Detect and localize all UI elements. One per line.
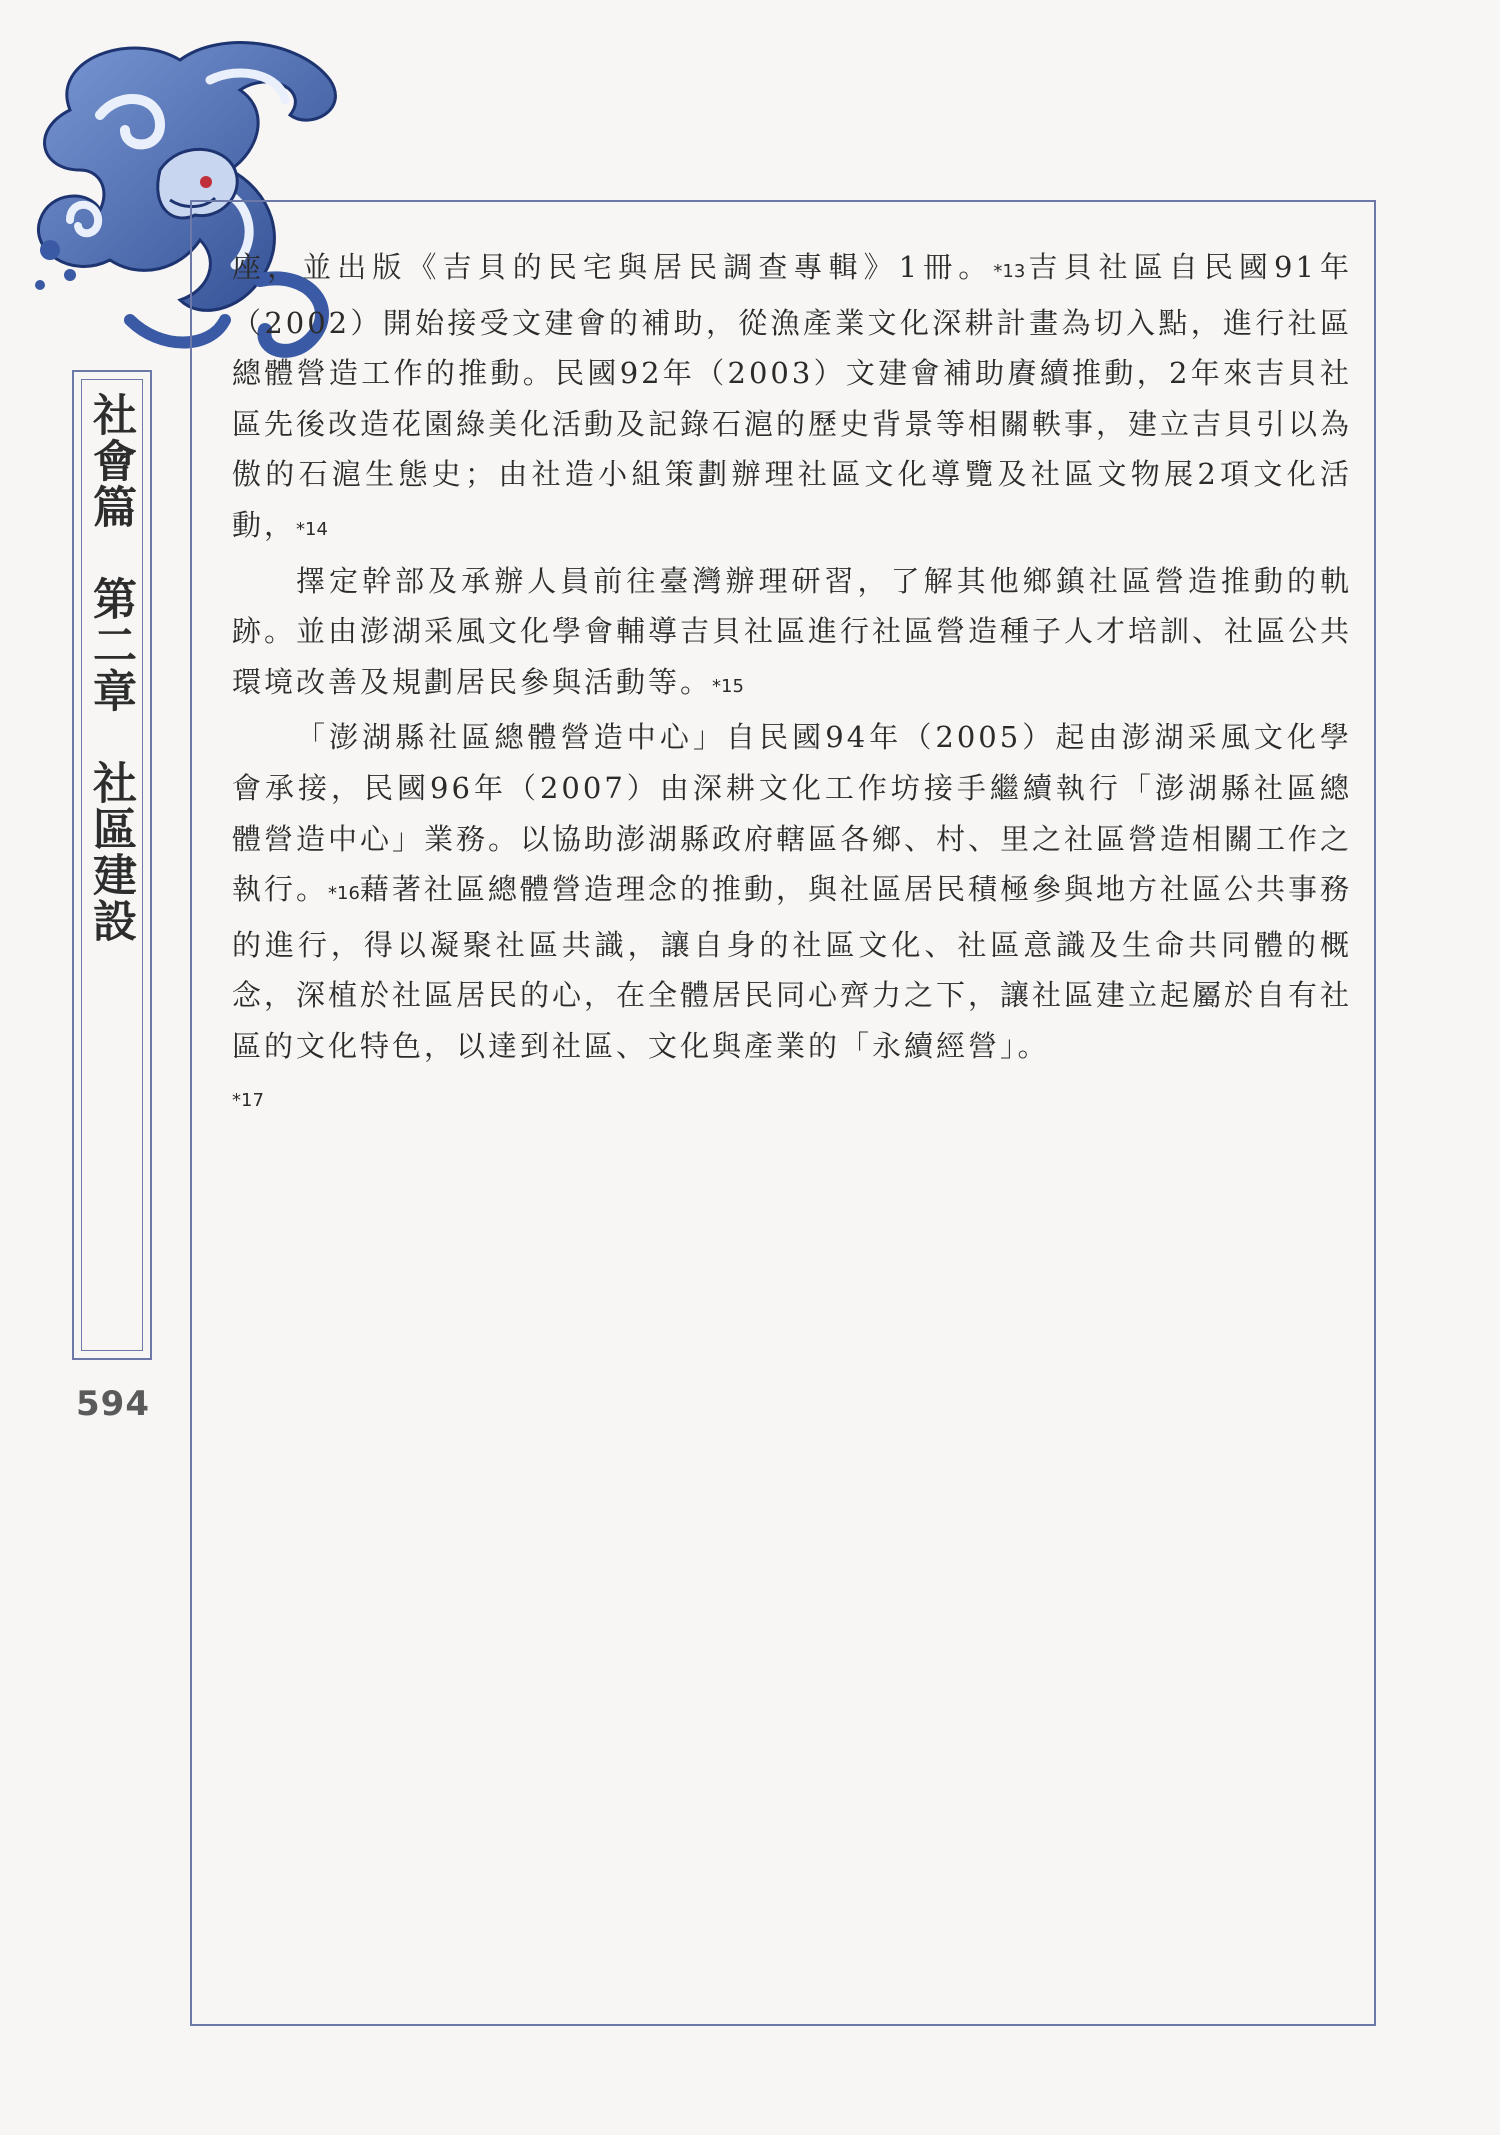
page-number: 594 — [76, 1384, 150, 1424]
paragraph-3-text-a: 「澎湖縣社區總體營造中心」自民國94年（2005）起由澎湖采風文化學會承接，民國96年（2007）由深耕文化工作坊接手繼續執行「澎湖縣社區總體營造中心」業務。以協助澎湖縣政府轄區各鄉、村、里之社區營造相關工作之執行。 — [232, 720, 1353, 907]
footnote-ref-14: *14 — [296, 518, 328, 540]
paragraph-3-text-b: 藉著社區總體營造理念的推動，與社區居民積極參與地方社區公共事務的進行，得以凝聚社區共識，讓自身的社區文化、社區意識及生命共同體的概念，深植於社區居民的心，在全體居民同心齊力之下，讓社區建立起屬於自有社區的文化特色，以達到社區、文化與產業的「永續經營」。 — [232, 872, 1353, 1063]
paragraph-3 — [232, 712, 1352, 1071]
main-body-text — [232, 242, 1352, 1126]
paragraph-2-text: 擇定幹部及承辦人員前往臺灣辦理研習，了解其他鄉鎮社區營造推動的軌跡。並由澎湖采風文化學會輔導吉貝社區進行社區營造種子人才培訓、社區公共環境改善及規劃居民參與活動等。 — [232, 563, 1353, 699]
paragraph-1-text-b: 吉貝社區自民國91年（2002）開始接受文建會的補助，從漁產業文化深耕計畫為切入點，進行社區總體營造工作的推動。民國92年（2003）文建會補助賡續推動，2年來吉貝社區先後改造花園綠美化活動及記錄石滬的歷史背景等相關軼事，建立吉貝引以為傲的石滬生態史；由社造小組策劃辦理社區文化導覽及社區文物展2項文化活動， — [232, 250, 1353, 542]
paragraph-2 — [232, 556, 1352, 713]
footnote-ref-17: *17 — [232, 1089, 264, 1111]
chapter-side-tab — [72, 370, 152, 1360]
chapter-label: 社會篇 第二章 社區建設 — [85, 392, 136, 944]
footnote-ref-13: *13 — [993, 261, 1026, 282]
footnote-ref-16: *16 — [328, 883, 360, 905]
paragraph-1 — [232, 242, 1352, 556]
paragraph-1-text-a: 座，並出版《吉貝的民宅與居民調查專輯》1冊。 — [232, 250, 994, 284]
footnote-ref-15: *15 — [712, 675, 744, 697]
